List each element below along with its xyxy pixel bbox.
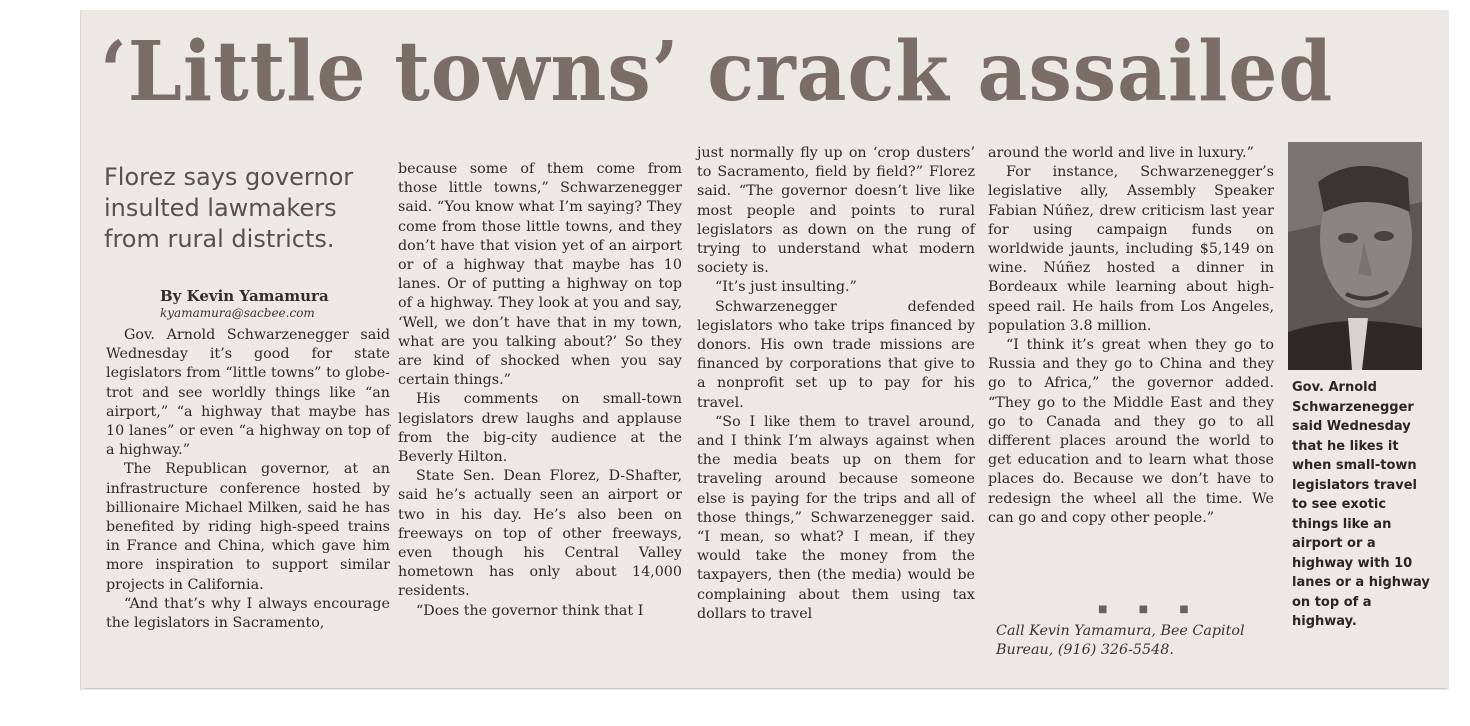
contact-credit: Call Kevin Yamamura, Bee Capitol Bureau, (916) 326-5548. [996, 623, 1245, 659]
bottom-edge-rule [84, 688, 1446, 689]
paragraph: around the world and live in luxury.” [988, 145, 1254, 161]
column-4 [988, 144, 1274, 528]
deck-subheadline: Florez says governor insulted lawmakers from rural districts. [104, 163, 354, 253]
paragraph: The Republican governor, at an infrastructure conference hosted by billionaire Michael Milken, said he has benefited by riding high-speed trains in France and China, which gave him more inspiration to support similar projects in California. [106, 461, 390, 593]
paragraph: “It’s just insulting.” [715, 279, 857, 296]
photo-caption: Gov. Arnold Schwarzenegger said Wednesday that he likes it when small-town legislators travel to see exotic things like an airport or a highway with 10 lanes or a highway on top of a highway. [1292, 380, 1430, 629]
paragraph: His comments on small-town legislators drew laughs and applause from the big-city audience at the Beverly Hilton. [398, 391, 682, 466]
paragraph: “Does the governor think that I [416, 602, 644, 619]
paragraph: Gov. Arnold Schwarzenegger said Wednesday it’s good for state legislators from “little towns” to globe-trot and see worldly things like “an airport,” “a highway that maybe has 10 lanes” or even “a highway on top of a highway.” [106, 327, 390, 459]
governor-photo [1288, 142, 1422, 370]
section-separator: ■ ■ ■ [1098, 604, 1203, 615]
column-1 [106, 326, 390, 633]
column-3 [697, 144, 975, 624]
portrait-image [1288, 142, 1422, 370]
headline: ‘Little towns’ crack assailed [100, 24, 1334, 120]
paragraph: For instance, Schwarzenegger’s legislative ally, Assembly Speaker Fabian Núñez, drew criticism last year for using campaign funds on worldwide jaunts, including $5,149 on wine. Núñez hosted a dinner in Bordeaux while learning about high-speed rail. He hails from Los Angeles, population 3.8 million. [988, 164, 1274, 334]
paragraph: State Sen. Dean Florez, D-Shafter, said he’s actually seen an airport or two in his day. He’s also been on freeways on top of other freeways, even though his Central Valley hometown has only about 14,000 residents. [398, 468, 682, 600]
byline-email: kyamamura@sacbee.com [160, 306, 315, 320]
byline: By Kevin Yamamura [160, 287, 329, 305]
paragraph: because some of them come from those little towns,” Schwarzenegger said. “You know what I’m saying? They come from those little towns, and they don’t have that vision yet of an airport or of a highway that maybe has 10 lanes. Or of putting a highway on top of a highway. They look at you and say, ‘Well, we don’t have that in my town, what are you talking about?’ So they are kind of shocked when you say certain things.” [398, 161, 682, 389]
paragraph: just normally fly up on ‘crop dusters’ to Sacramento, field by field?” Florez said. “The governor doesn’t live like most people and points to rural legislators as down on the rung of trying to understand what modern society is. [697, 145, 975, 277]
paragraph: “I think it’s great when they go to Russia and they go to China and they go to Africa,” the governor added. “They go to the Middle East and they go to Canada and they go to all different places around the world to get education and to learn what those places do. Because we don’t have to redesign the wheel all the time. We can go and copy other people.” [988, 337, 1274, 526]
paragraph: “So I like them to travel around, and I think I’m always against when the media beats up on them for traveling around because someone else is paying for the trips and all of those things,” Schwarzenegger said. “I mean, so what? I mean, if they would take the money from the taxpayers, then (the media) would be complaining about them using tax dollars to travel [697, 413, 975, 622]
column-2 [398, 160, 682, 621]
paragraph: “And that’s why I always encourage the legislators in Sacramento, [106, 595, 390, 632]
paragraph: Schwarzenegger defended legislators who take trips financed by donors. His own trade missions are financed by corporations that give to a nonprofit set up to pay for his travel. [697, 298, 975, 411]
